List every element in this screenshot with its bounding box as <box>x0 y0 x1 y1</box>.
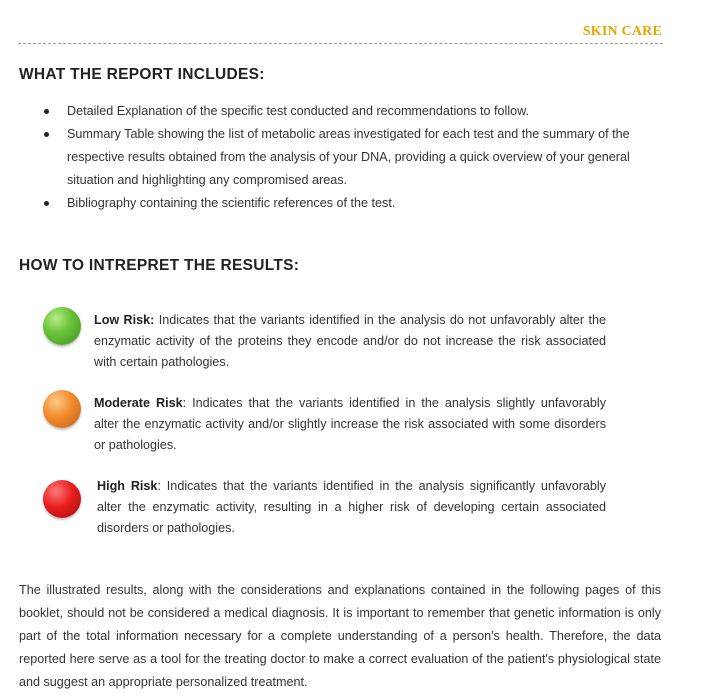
interpret-results-heading: HOW TO INTREPRET THE RESULTS: <box>19 257 300 274</box>
list-item-text: Summary Table showing the list of metabolic areas investigated for each test and the summary of the respective results obtained from the analysis of your DNA, providing a quick overview of your general situation and highlighting any compromised areas. <box>67 127 630 187</box>
moderate-risk-description: Moderate Risk: Indicates that the variants identified in the analysis slightly unfavorably alter the enzymatic activity and/or slightly increase the risk associated with some disorders or pathologies. <box>94 396 606 452</box>
moderate-risk-label: Moderate Risk <box>94 396 183 410</box>
list-item-text: Bibliography containing the scientific references of the test. <box>67 196 396 210</box>
disclaimer-paragraph: The illustrated results, along with the considerations and explanations contained in the following pages of this booklet, should not be considered a medical diagnosis. It is important to remember that genetic information is only part of the total information necessary for a complete understanding of a person's health. Therefore, the data reported here serve as a tool for the treating doctor to make a correct evaluation of the patient's physiological state and suggest an appropriate personalized treatment. <box>19 583 661 689</box>
high-risk-label: High Risk <box>97 479 158 493</box>
high-risk-description: High Risk: Indicates that the variants identified in the analysis significantly unfavorably alter the enzymatic activity, resulting in a higher risk of developing certain associated disorders or pathologies. <box>97 479 606 535</box>
low-risk-description: Low Risk: Indicates that the variants identified in the analysis do not unfavorably alter the enzymatic activity of the proteins they encode and/or do not increase the risk associated with certain pathologies. <box>94 313 606 369</box>
green-circle-icon <box>43 307 81 345</box>
list-item <box>19 100 669 123</box>
report-includes-list <box>19 100 669 215</box>
list-item-text: Detailed Explanation of the specific test conducted and recommendations to follow. <box>67 104 530 118</box>
list-item <box>19 123 669 192</box>
bullet-icon <box>44 109 49 114</box>
low-risk-label: Low Risk: <box>94 313 155 327</box>
list-item <box>19 192 669 215</box>
bullet-icon <box>44 132 49 137</box>
header-divider <box>18 43 663 44</box>
red-circle-icon <box>43 480 81 518</box>
report-includes-heading: WHAT THE REPORT INCLUDES: <box>19 66 265 83</box>
bullet-icon <box>44 201 49 206</box>
orange-circle-icon <box>43 390 81 428</box>
header-title: SKIN CARE <box>582 24 662 39</box>
